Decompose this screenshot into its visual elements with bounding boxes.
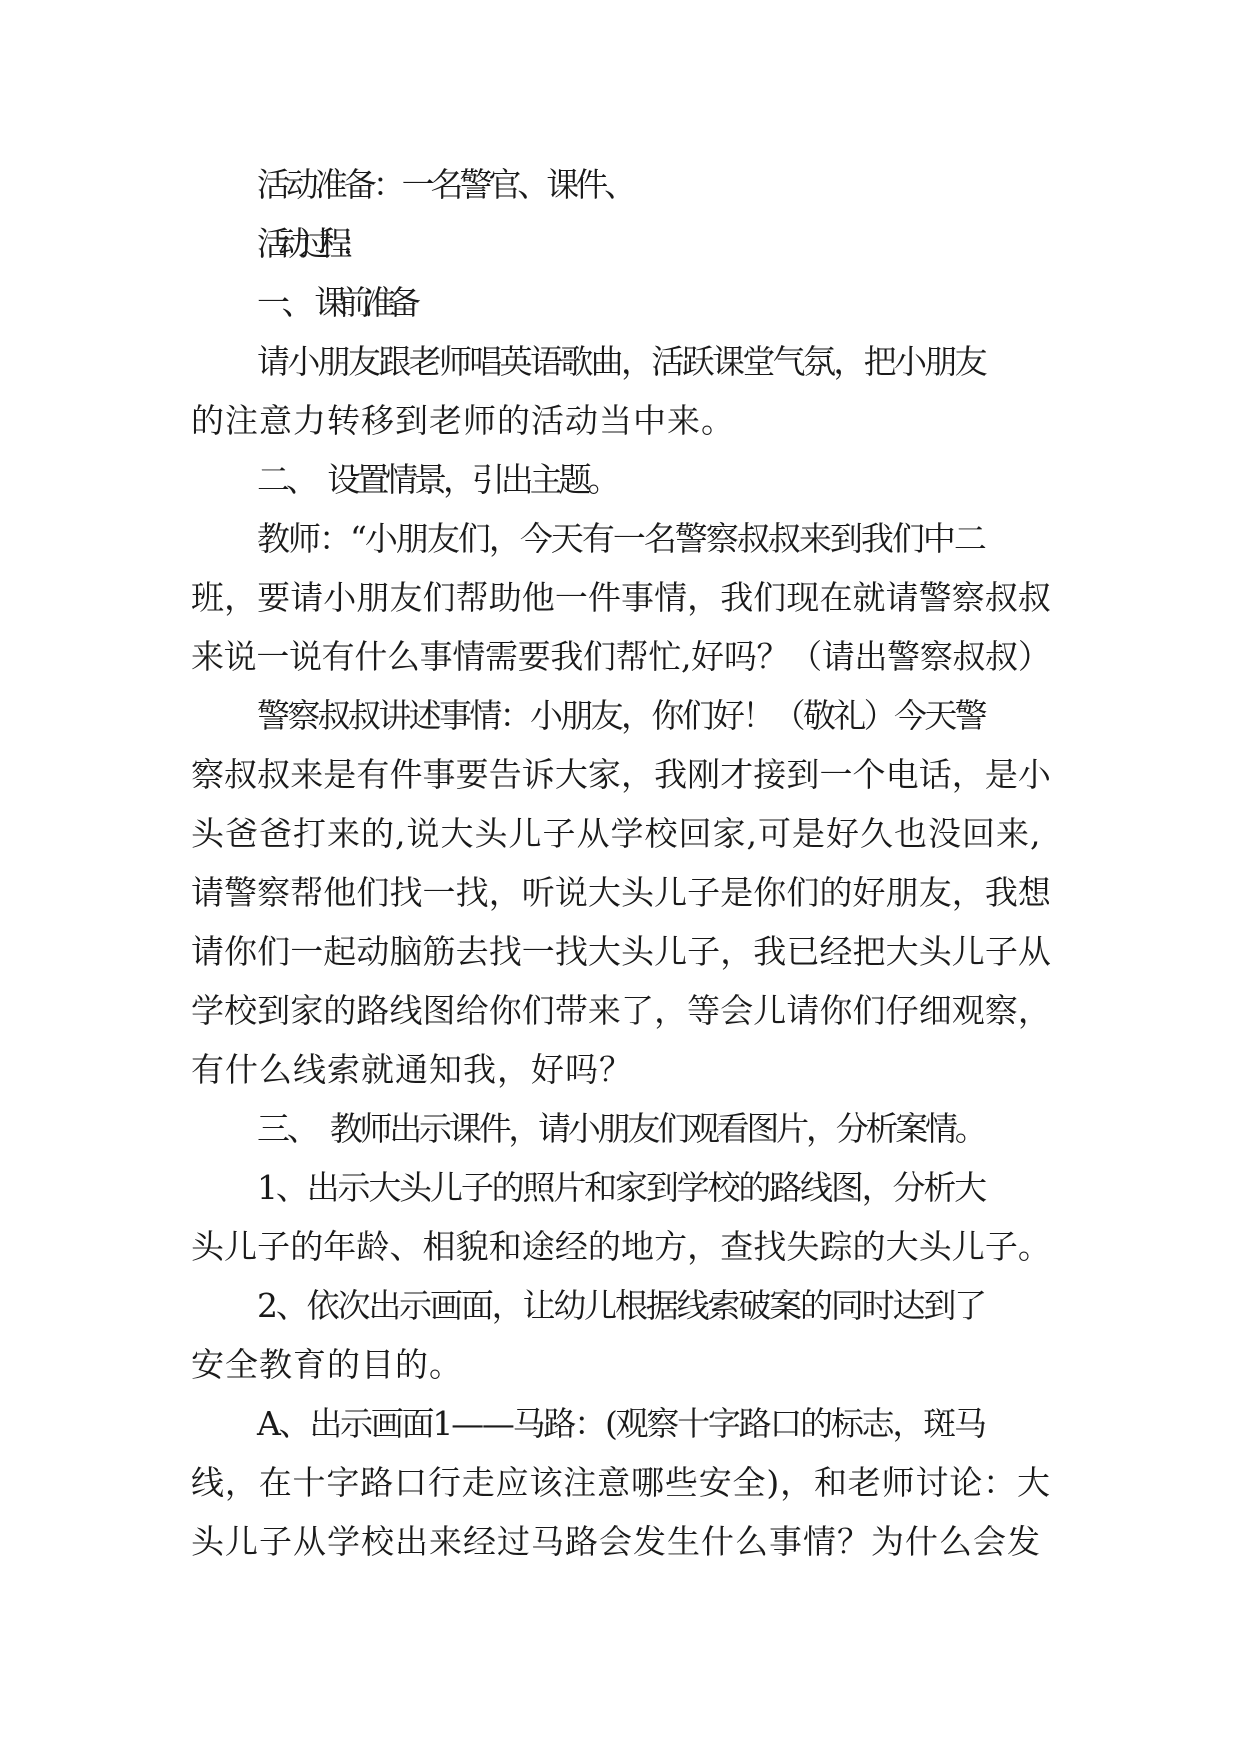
text-line: 安全教育的目的。: [191, 1345, 463, 1384]
text-line: 活动准备：一名警官、课件、: [257, 165, 634, 204]
text-line: 2、依次出示画面，让幼儿根据线索破案的同时达到了: [257, 1286, 985, 1325]
text-line: 头爸爸打来的,说大头儿子从学校回家,可是好久也没回来,: [191, 814, 1042, 853]
text-line: 一、 课前准备: [257, 283, 413, 322]
paragraph-process-heading: [191, 214, 1051, 273]
paragraph-item-1: [191, 1158, 1051, 1276]
text-line: 请小朋友跟老师唱英语歌曲，活跃课堂气氛，把小朋友: [257, 342, 986, 381]
paragraph-song: [191, 332, 1051, 450]
text-line: 三、 教师出示课件，请小朋友们观看图片，分析案情。: [257, 1109, 985, 1148]
text-line: 来说一说有什么事情需要我们帮忙,好吗？（请出警察叔叔）: [191, 637, 1051, 676]
paragraph-item-2: [191, 1276, 1051, 1394]
text-line: 有什么线索就通知我，好吗？: [191, 1050, 633, 1089]
text-line: 请警察帮他们找一找，听说大头儿子是你们的好朋友，我想: [191, 873, 1051, 912]
paragraph-teacher: [191, 509, 1051, 686]
text-line: 教师：“小朋友们，今天有一名警察叔叔来到我们中二: [257, 519, 985, 558]
text-line: 的注意力转移到老师的活动当中来。: [191, 401, 735, 440]
text-line: 警察叔叔讲述事情：小朋友，你们好！（敬礼）今天警: [257, 696, 986, 735]
text-line: 学校到家的路线图给你们带来了，等会儿请你们仔细观察，: [191, 991, 1051, 1030]
text-line: 头儿子从学校出来经过马路会发生什么事情？为什么会发: [191, 1522, 1041, 1561]
text-line: 察叔叔来是有件事要告诉大家，我刚才接到一个电话，是小: [191, 755, 1051, 794]
text-line: 线，在十字路口行走应该注意哪些安全)，和老师讨论：大: [191, 1463, 1051, 1502]
text-line: 活动过程：: [257, 224, 362, 263]
paragraph-police: [191, 686, 1051, 1099]
section-heading-2: [191, 450, 1051, 509]
section-heading-1: [191, 273, 1051, 332]
text-line: 头儿子的年龄、相貌和途经的地方，查找失踪的大头儿子。: [191, 1227, 1051, 1266]
text-line: 1、出示大头儿子的照片和家到学校的路线图，分析大: [257, 1168, 985, 1207]
paragraph-preparation: [191, 155, 1051, 214]
text-line: 二、 设置情景，引出主题。: [257, 460, 617, 499]
paragraph-item-a: [191, 1394, 1051, 1571]
text-line: 班，要请小朋友们帮助他一件事情，我们现在就请警察叔叔: [191, 578, 1051, 617]
document-body: [191, 155, 1051, 1571]
text-line: A、出示画面1——马路：(观察十字路口的标志，斑马: [257, 1404, 985, 1443]
section-heading-3: [191, 1099, 1051, 1158]
text-line: 请你们一起动脑筋去找一找大头儿子，我已经把大头儿子从: [191, 932, 1051, 971]
